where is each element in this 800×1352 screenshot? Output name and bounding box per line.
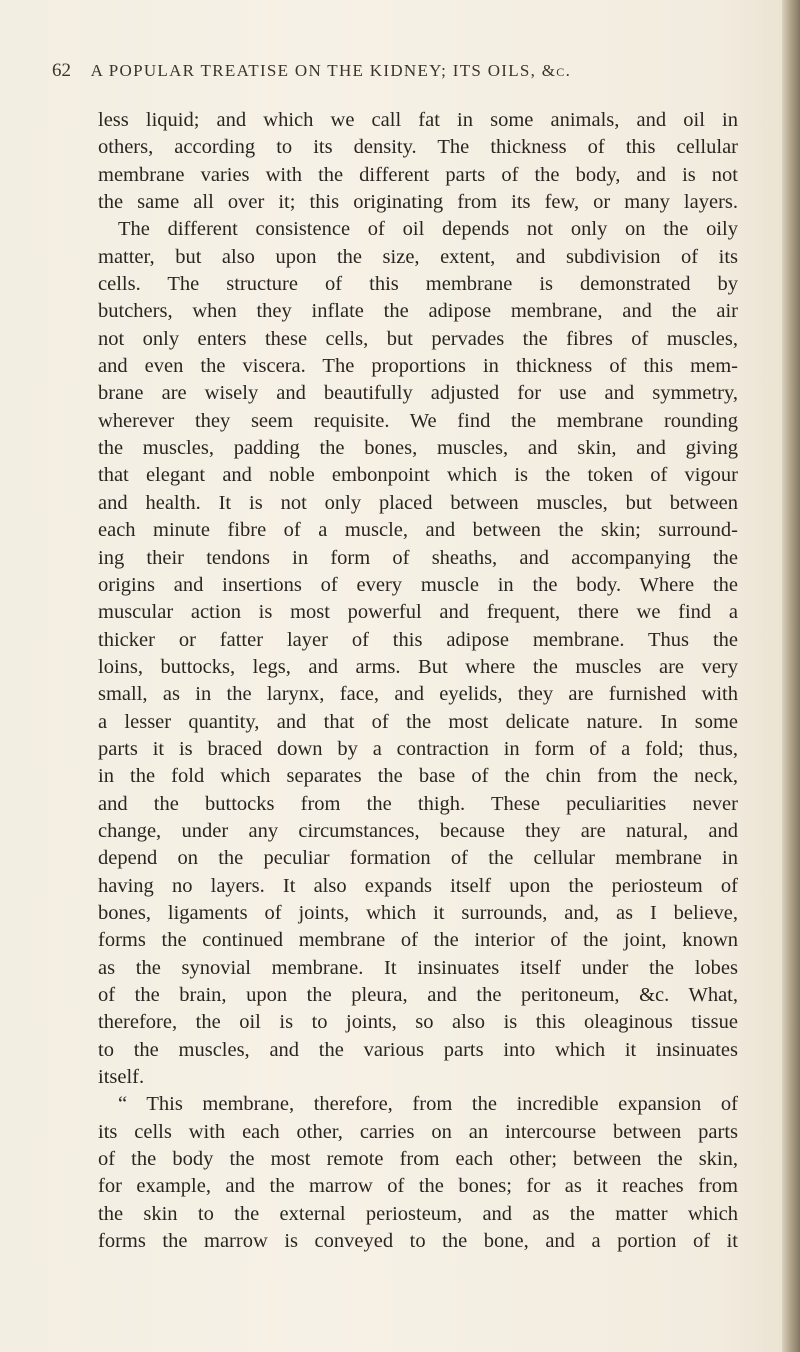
text-line: that elegant and noble embonpoint which is the token of vigour xyxy=(98,464,738,487)
text-line: less liquid; and which we call fat in some animals, and oil in xyxy=(98,109,738,131)
text-line: and the buttocks from the thigh. These peculiarities never xyxy=(98,792,738,815)
text-line: bones, ligaments of joints, which it surrounds, and, as I believe, xyxy=(98,901,738,924)
text-line: cells. The structure of this membrane is demonstrated by xyxy=(98,273,738,296)
text-line: the skin to the external periosteum, and as the matter which xyxy=(98,1202,738,1225)
text-line: depend on the peculiar formation of the cellular membrane in xyxy=(98,847,738,870)
text-line: loins, buttocks, legs, and arms. But where the muscles are very xyxy=(98,655,738,678)
text-line: in the fold which separates the base of the chin from the neck, xyxy=(98,765,738,788)
text-line: forms the marrow is conveyed to the bone, and a portion of it xyxy=(98,1230,738,1253)
text-line: a lesser quantity, and that of the most delicate nature. In some xyxy=(98,710,738,733)
text-line: thicker or fatter layer of this adipose membrane. Thus the xyxy=(98,628,738,651)
text-line: and even the viscera. The proportions in thickness of this mem- xyxy=(98,355,738,378)
text-line: change, under any circumstances, because they are natural, and xyxy=(98,819,738,842)
page-edge-shadow xyxy=(782,0,800,1352)
text-line: itself. xyxy=(98,1066,145,1089)
text-line: and health. It is not only placed between muscles, but between xyxy=(98,491,738,514)
text-line: having no layers. It also expands itself upon the periosteum of xyxy=(98,874,738,897)
running-head xyxy=(52,60,742,82)
page-number: 62 xyxy=(52,60,71,81)
text-line: wherever they seem requisite. We find the membrane rounding xyxy=(98,409,738,432)
text-line: to the muscles, and the various parts into which it insinuates xyxy=(98,1038,738,1061)
text-line: The different consistence of oil depends not only on the oily xyxy=(118,218,738,241)
running-title: A POPULAR TREATISE ON THE KIDNEY; ITS OILS, &c. xyxy=(90,61,572,80)
text-line: of the brain, upon the pleura, and the peritoneum, &c. What, xyxy=(98,984,738,1006)
text-line: for example, and the marrow of the bones; for as it reaches from xyxy=(98,1175,738,1198)
text-line: “ This membrane, therefore, from the incredible expansion of xyxy=(118,1093,738,1116)
text-line: each minute fibre of a muscle, and between the skin; surround- xyxy=(98,519,738,542)
text-line: parts it is braced down by a contraction in form of a fold; thus, xyxy=(98,737,738,760)
text-line: small, as in the larynx, face, and eyelids, they are furnished with xyxy=(98,683,738,706)
text-line: butchers, when they inflate the adipose membrane, and the air xyxy=(98,300,738,323)
text-line: of the body the most remote from each other; between the skin, xyxy=(98,1148,738,1171)
text-line: membrane varies with the different parts of the body, and is not xyxy=(98,163,738,186)
text-line: the same all over it; this originating from its few, or many layers. xyxy=(98,191,738,214)
text-line: as the synovial membrane. It insinuates itself under the lobes xyxy=(98,956,738,979)
text-line: forms the continued membrane of the interior of the joint, known xyxy=(98,929,738,952)
text-line: others, according to its density. The thickness of this cellular xyxy=(98,136,738,159)
text-line: the muscles, padding the bones, muscles, and skin, and giving xyxy=(98,437,738,460)
text-line: muscular action is most powerful and frequent, there we find a xyxy=(98,601,738,624)
text-line: not only enters these cells, but pervades the fibres of muscles, xyxy=(98,327,738,350)
text-line: brane are wisely and beautifully adjusted for use and symmetry, xyxy=(98,382,738,405)
text-line: its cells with each other, carries on an intercourse between parts xyxy=(98,1120,738,1143)
text-line: matter, but also upon the size, extent, and subdivision of its xyxy=(98,245,738,268)
text-line: therefore, the oil is to joints, so also is this oleaginous tissue xyxy=(98,1011,738,1034)
text-line: origins and insertions of every muscle in the body. Where the xyxy=(98,573,738,596)
text-line: ing their tendons in form of sheaths, and accompanying the xyxy=(98,546,738,569)
body-text xyxy=(98,107,738,1255)
